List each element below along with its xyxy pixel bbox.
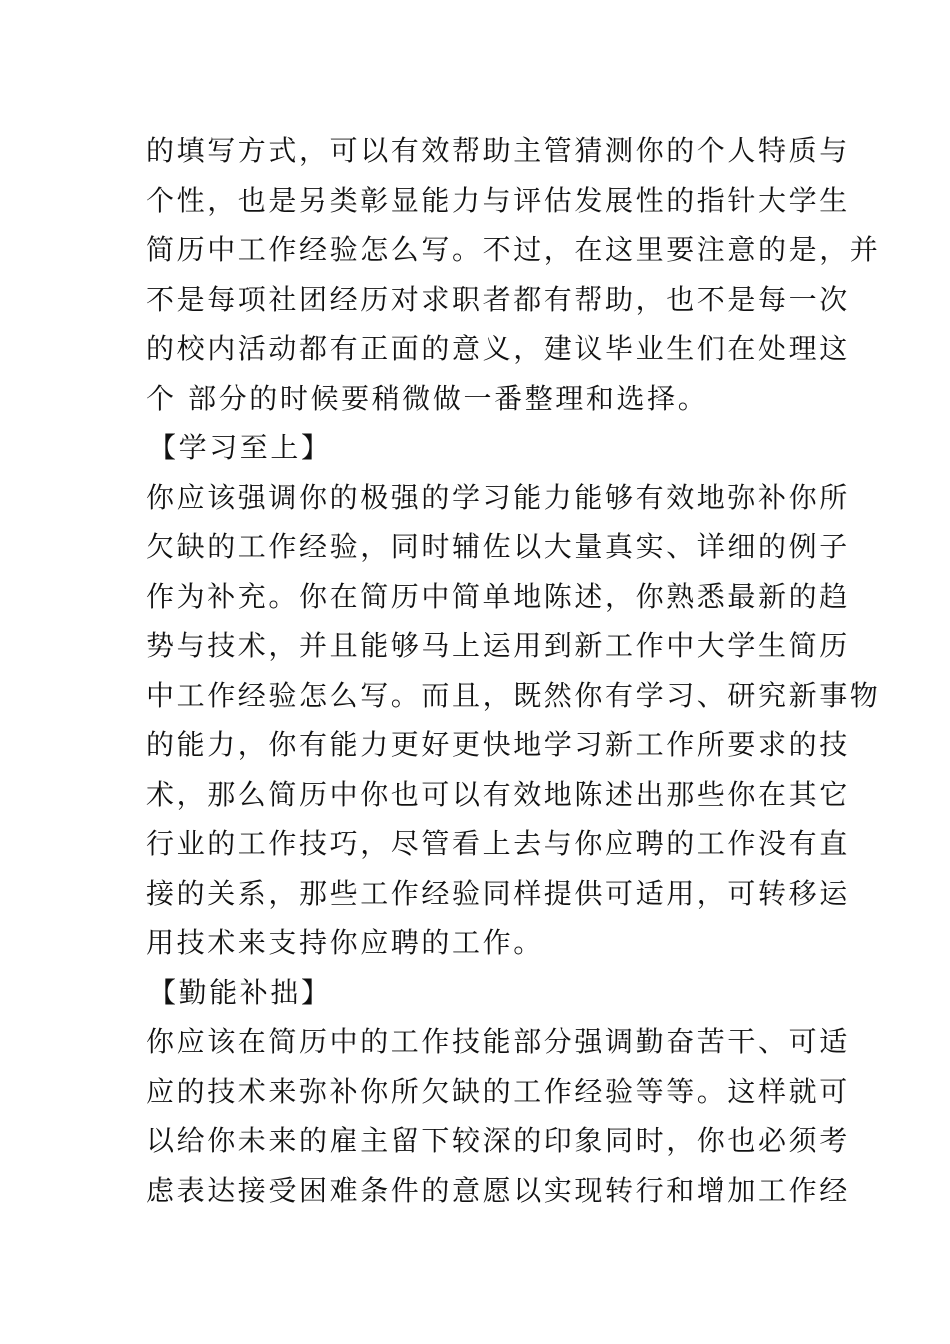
paragraph-line: 的填写方式，可以有效帮助主管猜测你的个人特质与 bbox=[146, 134, 850, 167]
paragraph-line: 个性，也是另类彰显能力与评估发展性的指针大学生 bbox=[146, 183, 850, 217]
paragraph-line: 简历中工作经验怎么写。不过，在这里要注意的是，并 bbox=[146, 233, 881, 266]
paragraph-line: 行业的工作技巧，尽管看上去与你应聘的工作没有直 bbox=[146, 827, 850, 860]
paragraph-line: 的能力，你有能力更好更快地学习新工作所要求的技 bbox=[146, 728, 850, 761]
paragraph-line: 的校内活动都有正面的意义，建议毕业生们在处理这 bbox=[146, 332, 850, 365]
paragraph-line: 应的技术来弥补你所欠缺的工作经验等等。这样就可 bbox=[146, 1074, 850, 1108]
document-body bbox=[146, 126, 881, 1215]
paragraph-line: 你应该在简历中的工作技能部分强调勤奋苦干、可适 bbox=[146, 1025, 850, 1058]
section-heading: 【学习至上】 bbox=[148, 431, 332, 464]
paragraph-line: 中工作经验怎么写。而且，既然你有学习、研究新事物 bbox=[146, 678, 881, 712]
paragraph-line: 个 部分的时候要稍微做一番整理和选择。 bbox=[146, 381, 709, 415]
paragraph-line: 作为补充。你在简历中简单地陈述，你熟悉最新的趋 bbox=[146, 579, 850, 613]
paragraph-line: 你应该强调你的极强的学习能力能够有效地弥补你所 bbox=[146, 480, 850, 514]
paragraph-line: 接的关系，那些工作经验同样提供可适用，可转移运 bbox=[146, 876, 850, 910]
paragraph-line: 以给你未来的雇主留下较深的印象同时，你也必须考 bbox=[146, 1124, 850, 1157]
paragraph-line: 术，那么简历中你也可以有效地陈述出那些你在其它 bbox=[146, 777, 850, 811]
paragraph-line: 用技术来支持你应聘的工作。 bbox=[146, 926, 544, 959]
paragraph-line: 不是每项社团经历对求职者都有帮助，也不是每一次 bbox=[146, 282, 850, 316]
paragraph-line: 虑表达接受困难条件的意愿以实现转行和增加工作经 bbox=[146, 1173, 850, 1207]
section-heading: 【勤能补拙】 bbox=[148, 975, 332, 1009]
paragraph-line: 欠缺的工作经验，同时辅佐以大量真实、详细的例子 bbox=[146, 530, 850, 563]
paragraph-line: 势与技术，并且能够马上运用到新工作中大学生简历 bbox=[146, 629, 850, 662]
